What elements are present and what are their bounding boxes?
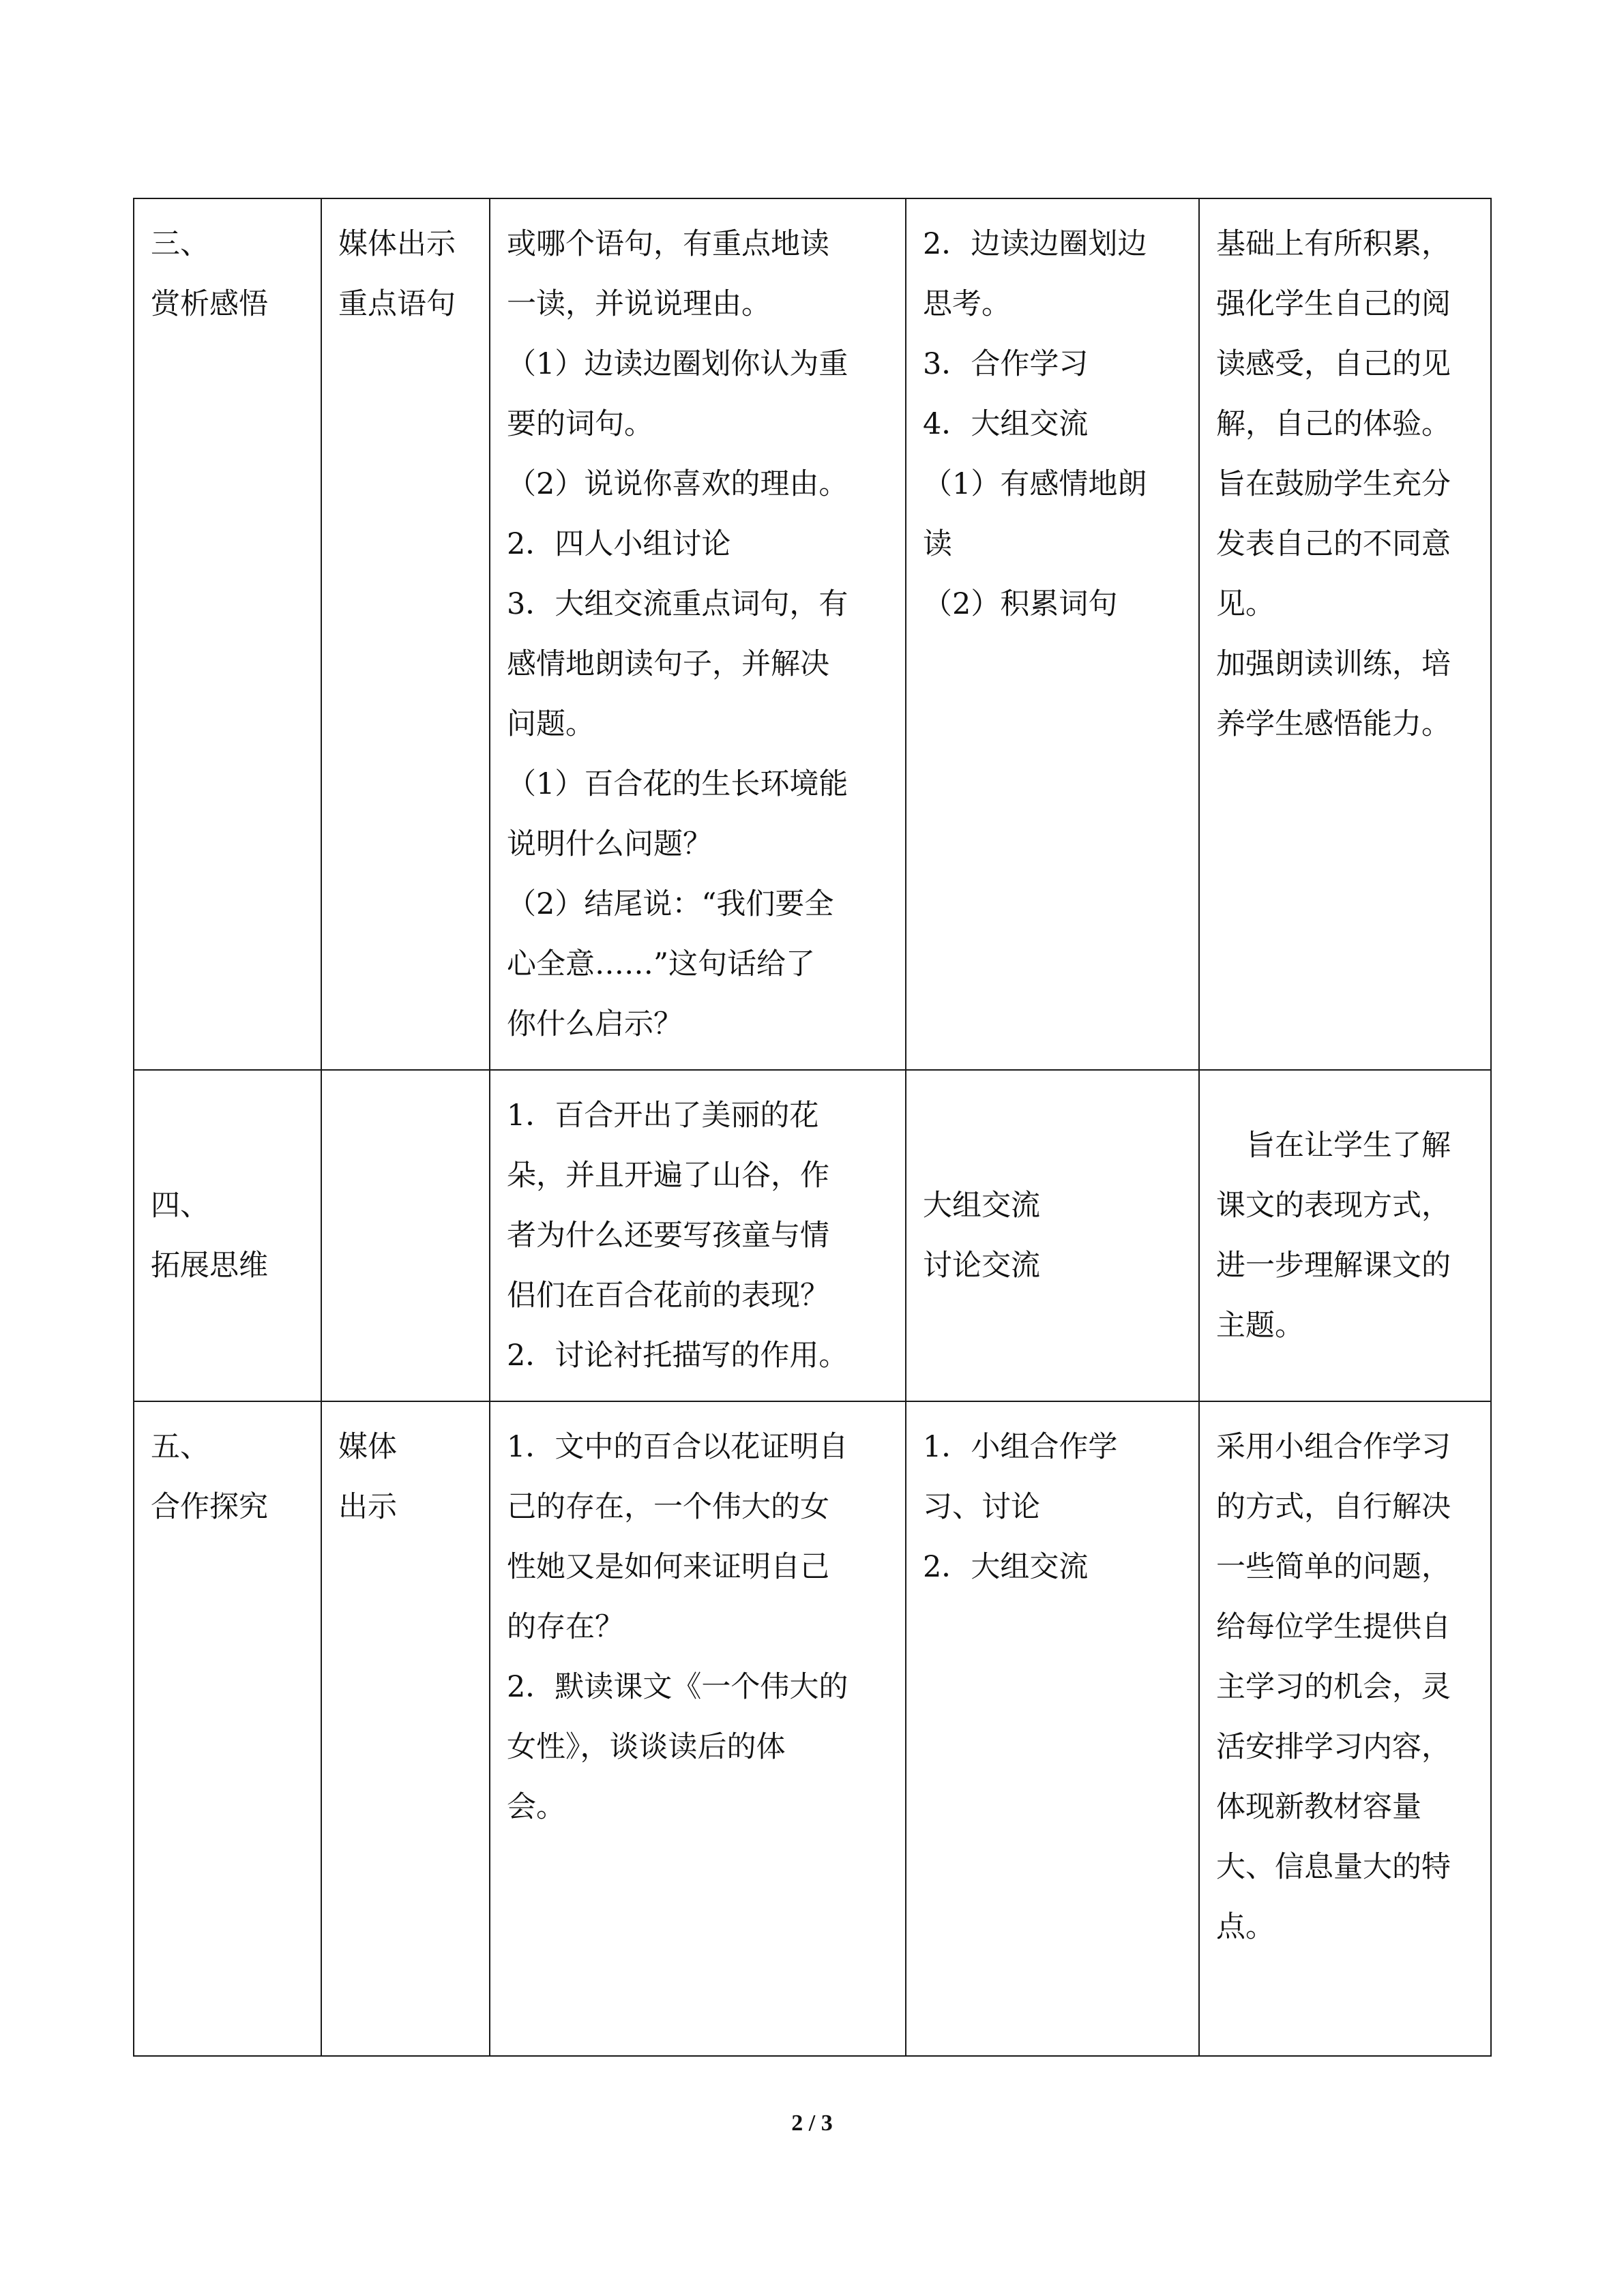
student-line: 1．小组合作学	[923, 1430, 1118, 1464]
media-line: 媒体出示	[338, 227, 456, 261]
teacher-line: 2．默读课文《一个伟大的	[507, 1670, 848, 1704]
stage-title: 合作探究	[151, 1490, 268, 1524]
teacher-line: 己的存在，一个伟大的女	[507, 1490, 829, 1524]
intent-line: 加强朗读训练，培	[1216, 647, 1451, 681]
teacher-line: 者为什么还要写孩童与情	[507, 1219, 829, 1253]
table-row	[134, 1070, 1491, 1401]
page-number: 2 / 3	[791, 2111, 833, 2136]
intent-line: 给每位学生提供自	[1216, 1610, 1451, 1644]
stage-cell	[134, 198, 321, 1070]
intent-line: 大、信息量大的特	[1216, 1850, 1451, 1884]
student-line: 大组交流	[923, 1189, 1040, 1223]
media-cell	[321, 1401, 490, 2056]
intent-line: 见。	[1216, 587, 1275, 621]
teacher-line: （1）边读边圈划你认为重	[507, 347, 848, 381]
student-activity-cell	[906, 1401, 1199, 2056]
teacher-line: 3．大组交流重点词句，有	[507, 587, 848, 621]
intent-line: 进一步理解课文的	[1216, 1249, 1451, 1283]
media-cell	[321, 198, 490, 1070]
teacher-activity-cell	[490, 198, 906, 1070]
teacher-line: 2．讨论衬托描写的作用。	[507, 1339, 848, 1373]
student-line: （1）有感情地朗	[923, 467, 1147, 501]
design-intent-cell	[1199, 1401, 1491, 2056]
stage-cell	[134, 1070, 321, 1401]
teacher-line: 要的词句。	[507, 407, 653, 441]
teacher-line: （1）百合花的生长环境能	[507, 767, 848, 801]
student-activity-cell	[906, 1070, 1199, 1401]
lesson-plan-table	[133, 198, 1492, 2057]
intent-line: 的方式，自行解决	[1216, 1490, 1451, 1524]
intent-line: 旨在鼓励学生充分	[1216, 467, 1451, 501]
intent-line: 强化学生自己的阅	[1216, 287, 1451, 321]
student-line: 2．大组交流	[923, 1550, 1089, 1584]
teacher-line: 说明什么问题？	[507, 827, 712, 861]
teacher-line: 的存在？	[507, 1610, 624, 1644]
student-line: 3．合作学习	[923, 347, 1089, 381]
student-line: 习、讨论	[923, 1490, 1040, 1524]
teacher-activity-cell	[490, 1401, 906, 2056]
stage-title: 赏析感悟	[151, 287, 268, 321]
teacher-line: 1．百合开出了美丽的花	[507, 1099, 819, 1133]
student-line: （2）积累词句	[923, 587, 1118, 621]
student-line: 读	[923, 527, 952, 561]
teacher-line: （2）结尾说：“我们要全	[507, 887, 834, 921]
teacher-line: 女性》，谈谈读后的体	[507, 1730, 786, 1764]
table-row	[134, 1401, 1491, 2056]
teacher-line: 你什么启示？	[507, 1007, 683, 1041]
intent-line: 读感受，自己的见	[1216, 347, 1451, 381]
intent-line: 活安排学习内容，	[1216, 1730, 1451, 1764]
teacher-line: 侣们在百合花前的表现？	[507, 1279, 829, 1313]
intent-line: 养学生感悟能力。	[1216, 707, 1451, 741]
teacher-line: 问题。	[507, 707, 595, 741]
student-line: 4．大组交流	[923, 407, 1089, 441]
media-line: 重点语句	[338, 287, 456, 321]
teacher-line: 感情地朗读句子，并解决	[507, 647, 829, 681]
intent-line: 点。	[1216, 1910, 1275, 1944]
intent-line: 主学习的机会，灵	[1216, 1670, 1451, 1704]
intent-line: 基础上有所积累，	[1216, 227, 1451, 261]
intent-line: 课文的表现方式，	[1216, 1189, 1451, 1223]
teacher-line: 1．文中的百合以花证明自	[507, 1430, 848, 1464]
teacher-line: 会。	[507, 1790, 565, 1824]
design-intent-cell	[1199, 1070, 1491, 1401]
teacher-line: 性她又是如何来证明自己	[507, 1550, 829, 1584]
table-row	[134, 198, 1491, 1070]
student-line: 讨论交流	[923, 1249, 1040, 1283]
intent-line: 主题。	[1216, 1309, 1304, 1343]
teacher-line: 心全意……”这句话给了	[507, 947, 815, 981]
student-line: 2．边读边圈划边	[923, 227, 1147, 261]
teacher-line: 2．四人小组讨论	[507, 527, 731, 561]
stage-title: 拓展思维	[151, 1249, 268, 1283]
teacher-line: 朵，并且开遍了山谷，作	[507, 1159, 829, 1193]
media-cell	[321, 1070, 490, 1401]
intent-line: 体现新教材容量	[1216, 1790, 1421, 1824]
teacher-line: 一读，并说说理由。	[507, 287, 771, 321]
student-activity-cell	[906, 198, 1199, 1070]
stage-cell	[134, 1401, 321, 2056]
stage-number: 三、	[151, 227, 209, 261]
intent-line: 解，自己的体验。	[1216, 407, 1451, 441]
stage-number: 五、	[151, 1430, 209, 1464]
media-line: 媒体	[338, 1430, 397, 1464]
intent-line: 发表自己的不同意	[1216, 527, 1451, 561]
student-line: 思考。	[923, 287, 1011, 321]
design-intent-cell	[1199, 198, 1491, 1070]
intent-line: 旨在让学生了解	[1216, 1129, 1451, 1163]
teacher-activity-cell	[490, 1070, 906, 1401]
intent-line: 一些简单的问题，	[1216, 1550, 1451, 1584]
teacher-line: （2）说说你喜欢的理由。	[507, 467, 848, 501]
media-line: 出示	[338, 1490, 397, 1524]
teacher-line: 或哪个语句，有重点地读	[507, 227, 829, 261]
intent-line: 采用小组合作学习	[1216, 1430, 1451, 1464]
stage-number: 四、	[151, 1189, 209, 1223]
